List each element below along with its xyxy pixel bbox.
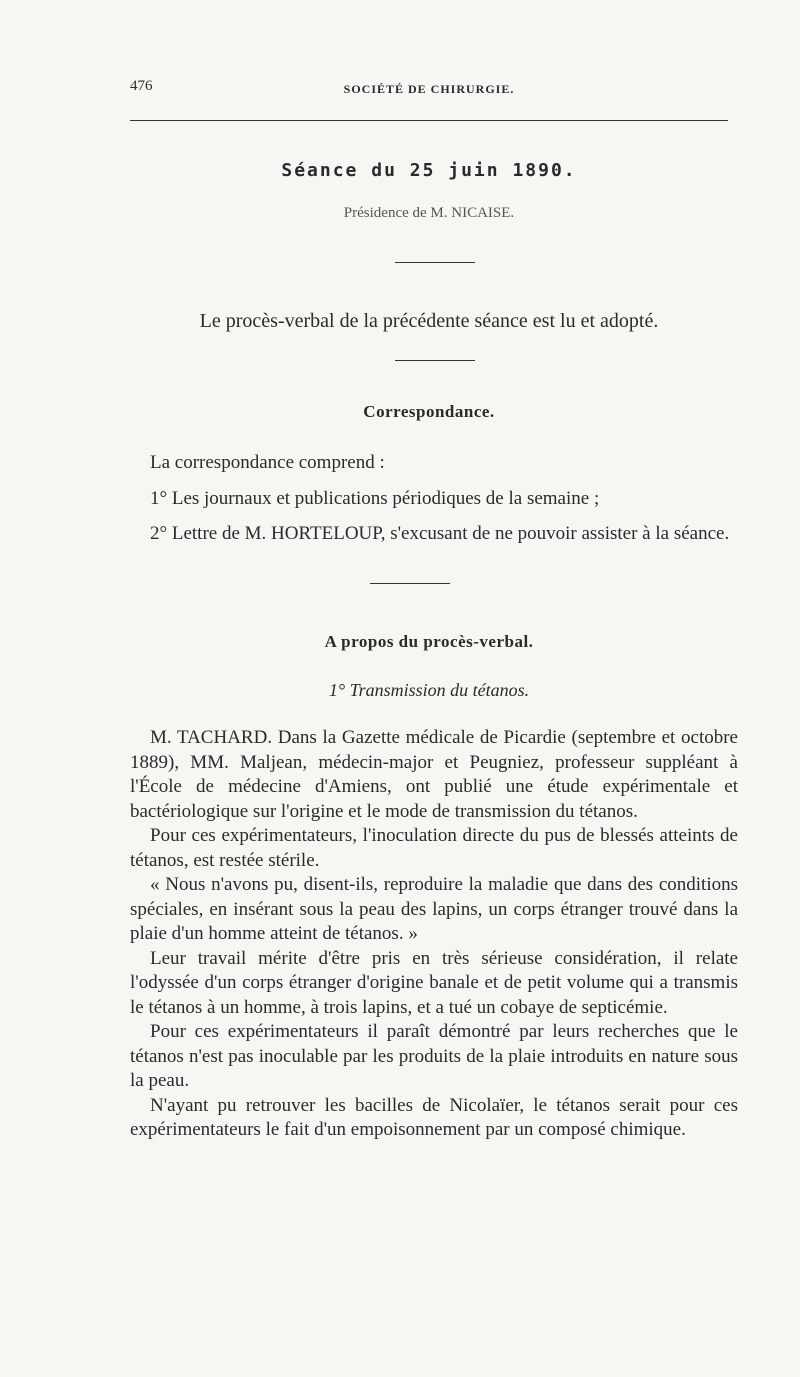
divider-rule <box>395 360 475 361</box>
page-header <box>130 78 728 102</box>
section-subheading: 1° Transmission du tétanos. <box>328 680 530 700</box>
paragraph: N'ayant pu retrouver les bacilles de Nicolaïer, le tétanos serait pour ces expérimentateurs le fait d'un empoisonnement par un composé chimique. <box>130 1094 738 1140</box>
section-heading: A propos du procès-verbal. <box>324 632 534 651</box>
correspondence-intro: La correspondance comprend : <box>150 452 385 473</box>
paragraph: Pour ces expérimentateurs il paraît démontré par leurs recherches que le tétanos n'est pas inoculable par les produits de la plaie introduits en nature sous la peau. <box>130 1021 738 1091</box>
header-rule <box>130 120 728 121</box>
session-title: Séance du 25 juin 1890. <box>281 160 577 181</box>
correspondence-heading: Correspondance. <box>363 402 495 421</box>
correspondence-item-2: 2° Lettre de M. HORTELOUP, s'excusant de ne pouvoir assister à la séance. <box>150 523 730 544</box>
correspondence-item-1: 1° Les journaux et publications périodiques de la semaine ; <box>150 488 600 509</box>
divider-rule <box>395 262 475 263</box>
paragraph: M. TACHARD. Dans la Gazette médicale de Picardie (septembre et octobre 1889), MM. Maljean, médecin-major et Peugniez, professeur suppléant à l'École de médecine d'Amiens, ont publié une étude expérimentale et bactériologique sur l'origine et le mode de transmission du tétanos. <box>130 727 738 822</box>
divider-rule <box>370 583 450 584</box>
page-number: 476 <box>130 78 153 94</box>
running-title: SOCIÉTÉ DE CHIRURGIE. <box>343 82 515 96</box>
presidency-line: Présidence de M. NICAISE. <box>343 205 515 221</box>
paragraph: « Nous n'avons pu, disent-ils, reproduire la maladie que dans des conditions spéciales, en insérant sous la peau des lapins, un corps étranger trouvé dans la plaie d'un homme atteint de tétanos. » <box>130 874 738 944</box>
paragraph: Pour ces expérimentateurs, l'inoculation directe du pus de blessés atteints de tétanos, est restée stérile. <box>130 825 738 871</box>
minutes-line: Le procès-verbal de la précédente séance est lu et adopté. <box>199 310 659 332</box>
paragraph: Leur travail mérite d'être pris en très sérieuse considération, il relate l'odyssée d'un corps étranger d'origine banale et de petit volume qui a transmis le tétanos à un homme, à trois lapins, et a tué un cobaye de septicémie. <box>130 947 738 1018</box>
article-body <box>130 726 738 1143</box>
